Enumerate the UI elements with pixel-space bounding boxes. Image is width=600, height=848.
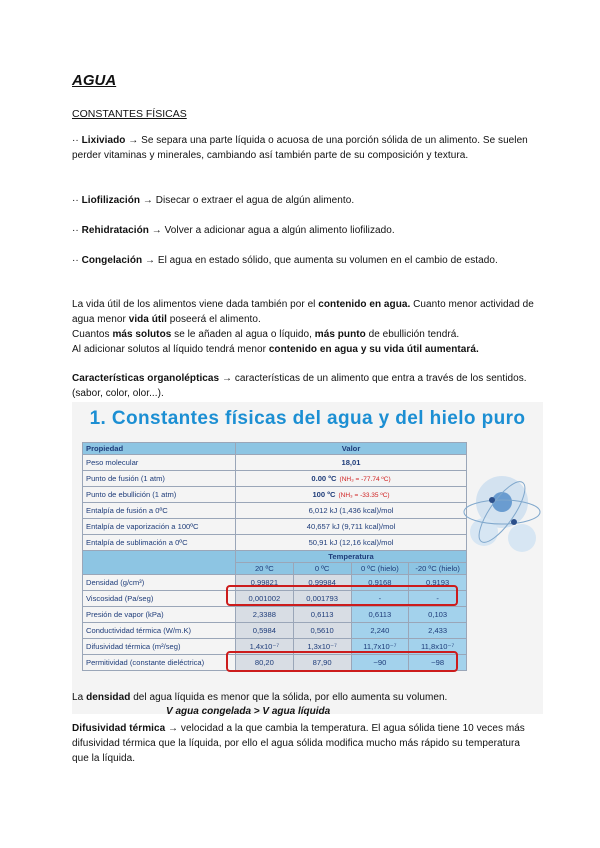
table-row (83, 503, 467, 519)
table-cell: ~98 (409, 655, 467, 671)
temperature-column-header: 0 ºC (hielo) (351, 563, 409, 575)
diffusivity-highlight (226, 651, 458, 672)
table-cell: 2,433 (409, 623, 467, 639)
property-name: Punto de fusión (1 atm) (83, 471, 236, 487)
table-cell: 87,90 (293, 655, 351, 671)
table-cell: - (409, 591, 467, 607)
organolepticas-paragraph: Características organolépticas → características de un alimento que entra a través de los sentidos. (sabor, color, olor...). (72, 373, 527, 399)
property-value (236, 519, 467, 535)
table-cell: 0,99821 (236, 575, 294, 591)
table-row (83, 487, 467, 503)
table-cell: 2,240 (351, 623, 409, 639)
table-cell: - (351, 591, 409, 607)
table-cell: 0,9168 (351, 575, 409, 591)
def-liofilizacion: ·· Liofilización → Disecar o extraer el agua de algún alimento. (72, 195, 355, 206)
water-molecule-illustration (462, 442, 542, 592)
table-cell: 0,5610 (293, 623, 351, 639)
table-cell: ~90 (351, 655, 409, 671)
table-cell: 0,99984 (293, 575, 351, 591)
table-cell: 0,001793 (293, 591, 351, 607)
property-name: Viscosidad (Pa/seg) (83, 591, 236, 607)
table-cell: 0,6113 (293, 607, 351, 623)
value-note: (NH₃ = -77.74 ºC) (339, 476, 391, 483)
temperature-column-header: 0 ºC (293, 563, 351, 575)
vida-util-paragraph: La vida útil de los alimentos viene dada también por el contenido en agua. Cuanto menor actividad de agua menor vida útil poseerá el alimento. Cuantos más solutos se le añaden al agua o líquido, más punto de ebullición tendrá. Al adicionar solutos al líquido tendrá menor contenido en agua y su vida útil aumentará. (72, 299, 534, 355)
table-cell: 1,4x10⁻⁷ (236, 639, 294, 655)
section-heading: CONSTANTES FÍSICAS (72, 108, 187, 120)
property-name: Entalpía de vaporización a 100ºC (83, 519, 236, 535)
difusividad-paragraph: Difusividad térmica → velocidad a la que cambia la temperatura. El agua sólida tiene 10 veces más difusividad térmica que la líquida, por ello el agua sólida modifica mucho más rápido su temperatura que la líquida. (72, 723, 525, 764)
table-cell: 0,5984 (236, 623, 294, 639)
temperature-column-header: 20 ºC (236, 563, 294, 575)
property-value (236, 503, 467, 519)
table-cell: 0,103 (409, 607, 467, 623)
table-cell: 0,6113 (351, 607, 409, 623)
table-cell: 11,7x10⁻⁷ (351, 639, 409, 655)
property-value (236, 487, 467, 503)
header-property: Propiedad (83, 443, 236, 455)
table-cell: 80,20 (236, 655, 294, 671)
header-value: Valor (236, 443, 467, 455)
property-name: Entalpía de fusión a 0ºC (83, 503, 236, 519)
value-text: 6,012 kJ (1,436 kcal)/mol (308, 506, 394, 515)
property-name: Difusividad térmica (m²/seg) (83, 639, 236, 655)
table-cell: 0,001002 (236, 591, 294, 607)
property-name: Entalpía de sublimación a 0ºC (83, 535, 236, 551)
table-row (83, 519, 467, 535)
table-row (83, 535, 467, 551)
property-value (236, 455, 467, 471)
table-cell: 0,9193 (409, 575, 467, 591)
table-row (83, 607, 467, 623)
property-name: Densidad (g/cm³) (83, 575, 236, 591)
value-text: 40,657 kJ (9,711 kcal)/mol (306, 522, 396, 531)
property-name: Peso molecular (83, 455, 236, 471)
densidad-paragraph: La densidad del agua líquida es menor que la sólida, por ello aumenta su volumen. (72, 692, 448, 703)
value-text: 18,01 (341, 458, 361, 467)
volume-formula: V agua congelada > V agua líquida (166, 706, 331, 717)
value-note: (NH₃ = -33.35 ºC) (338, 492, 390, 499)
def-rehidratacion: ·· Rehidratación → Volver a adicionar agua a algún alimento liofilizado. (72, 225, 395, 236)
table-cell: 11,8x10⁻⁷ (409, 639, 467, 655)
property-value (236, 535, 467, 551)
constants-table (82, 442, 467, 671)
property-name: Permitividad (constante dieléctrica) (83, 655, 236, 671)
header-temperature: Temperatura (236, 551, 467, 563)
def-lixiviado: ·· Lixiviado → Se separa una parte líquida o acuosa de una porción sólida de un alimento. Se suelen perder vitaminas y minerales, cambiando así también parte de su composición y textura. (72, 135, 528, 161)
property-name: Conductividad térmica (W/m.K) (83, 623, 236, 639)
property-name: Presión de vapor (kPa) (83, 607, 236, 623)
figure-title: 1. Constantes físicas del agua y del hielo puro (89, 408, 526, 429)
property-name: Punto de ebullición (1 atm) (83, 487, 236, 503)
table-row (83, 623, 467, 639)
density-highlight (226, 585, 458, 606)
value-text: 50,91 kJ (12,16 kcal)/mol (308, 538, 394, 547)
value-text: 100 ºC (312, 490, 336, 499)
table-row (83, 471, 467, 487)
doc-title: AGUA (72, 72, 117, 89)
table-cell: 1,3x10⁻⁷ (293, 639, 351, 655)
value-text: 0.00 ºC (311, 474, 337, 483)
table-row (83, 455, 467, 471)
table-cell: 2,3388 (236, 607, 294, 623)
temperature-column-header: -20 ºC (hielo) (409, 563, 467, 575)
property-value (236, 471, 467, 487)
constants-figure (72, 402, 543, 714)
def-congelacion: ·· Congelación → El agua en estado sólido, que aumenta su volumen en el cambio de estado. (72, 255, 498, 266)
